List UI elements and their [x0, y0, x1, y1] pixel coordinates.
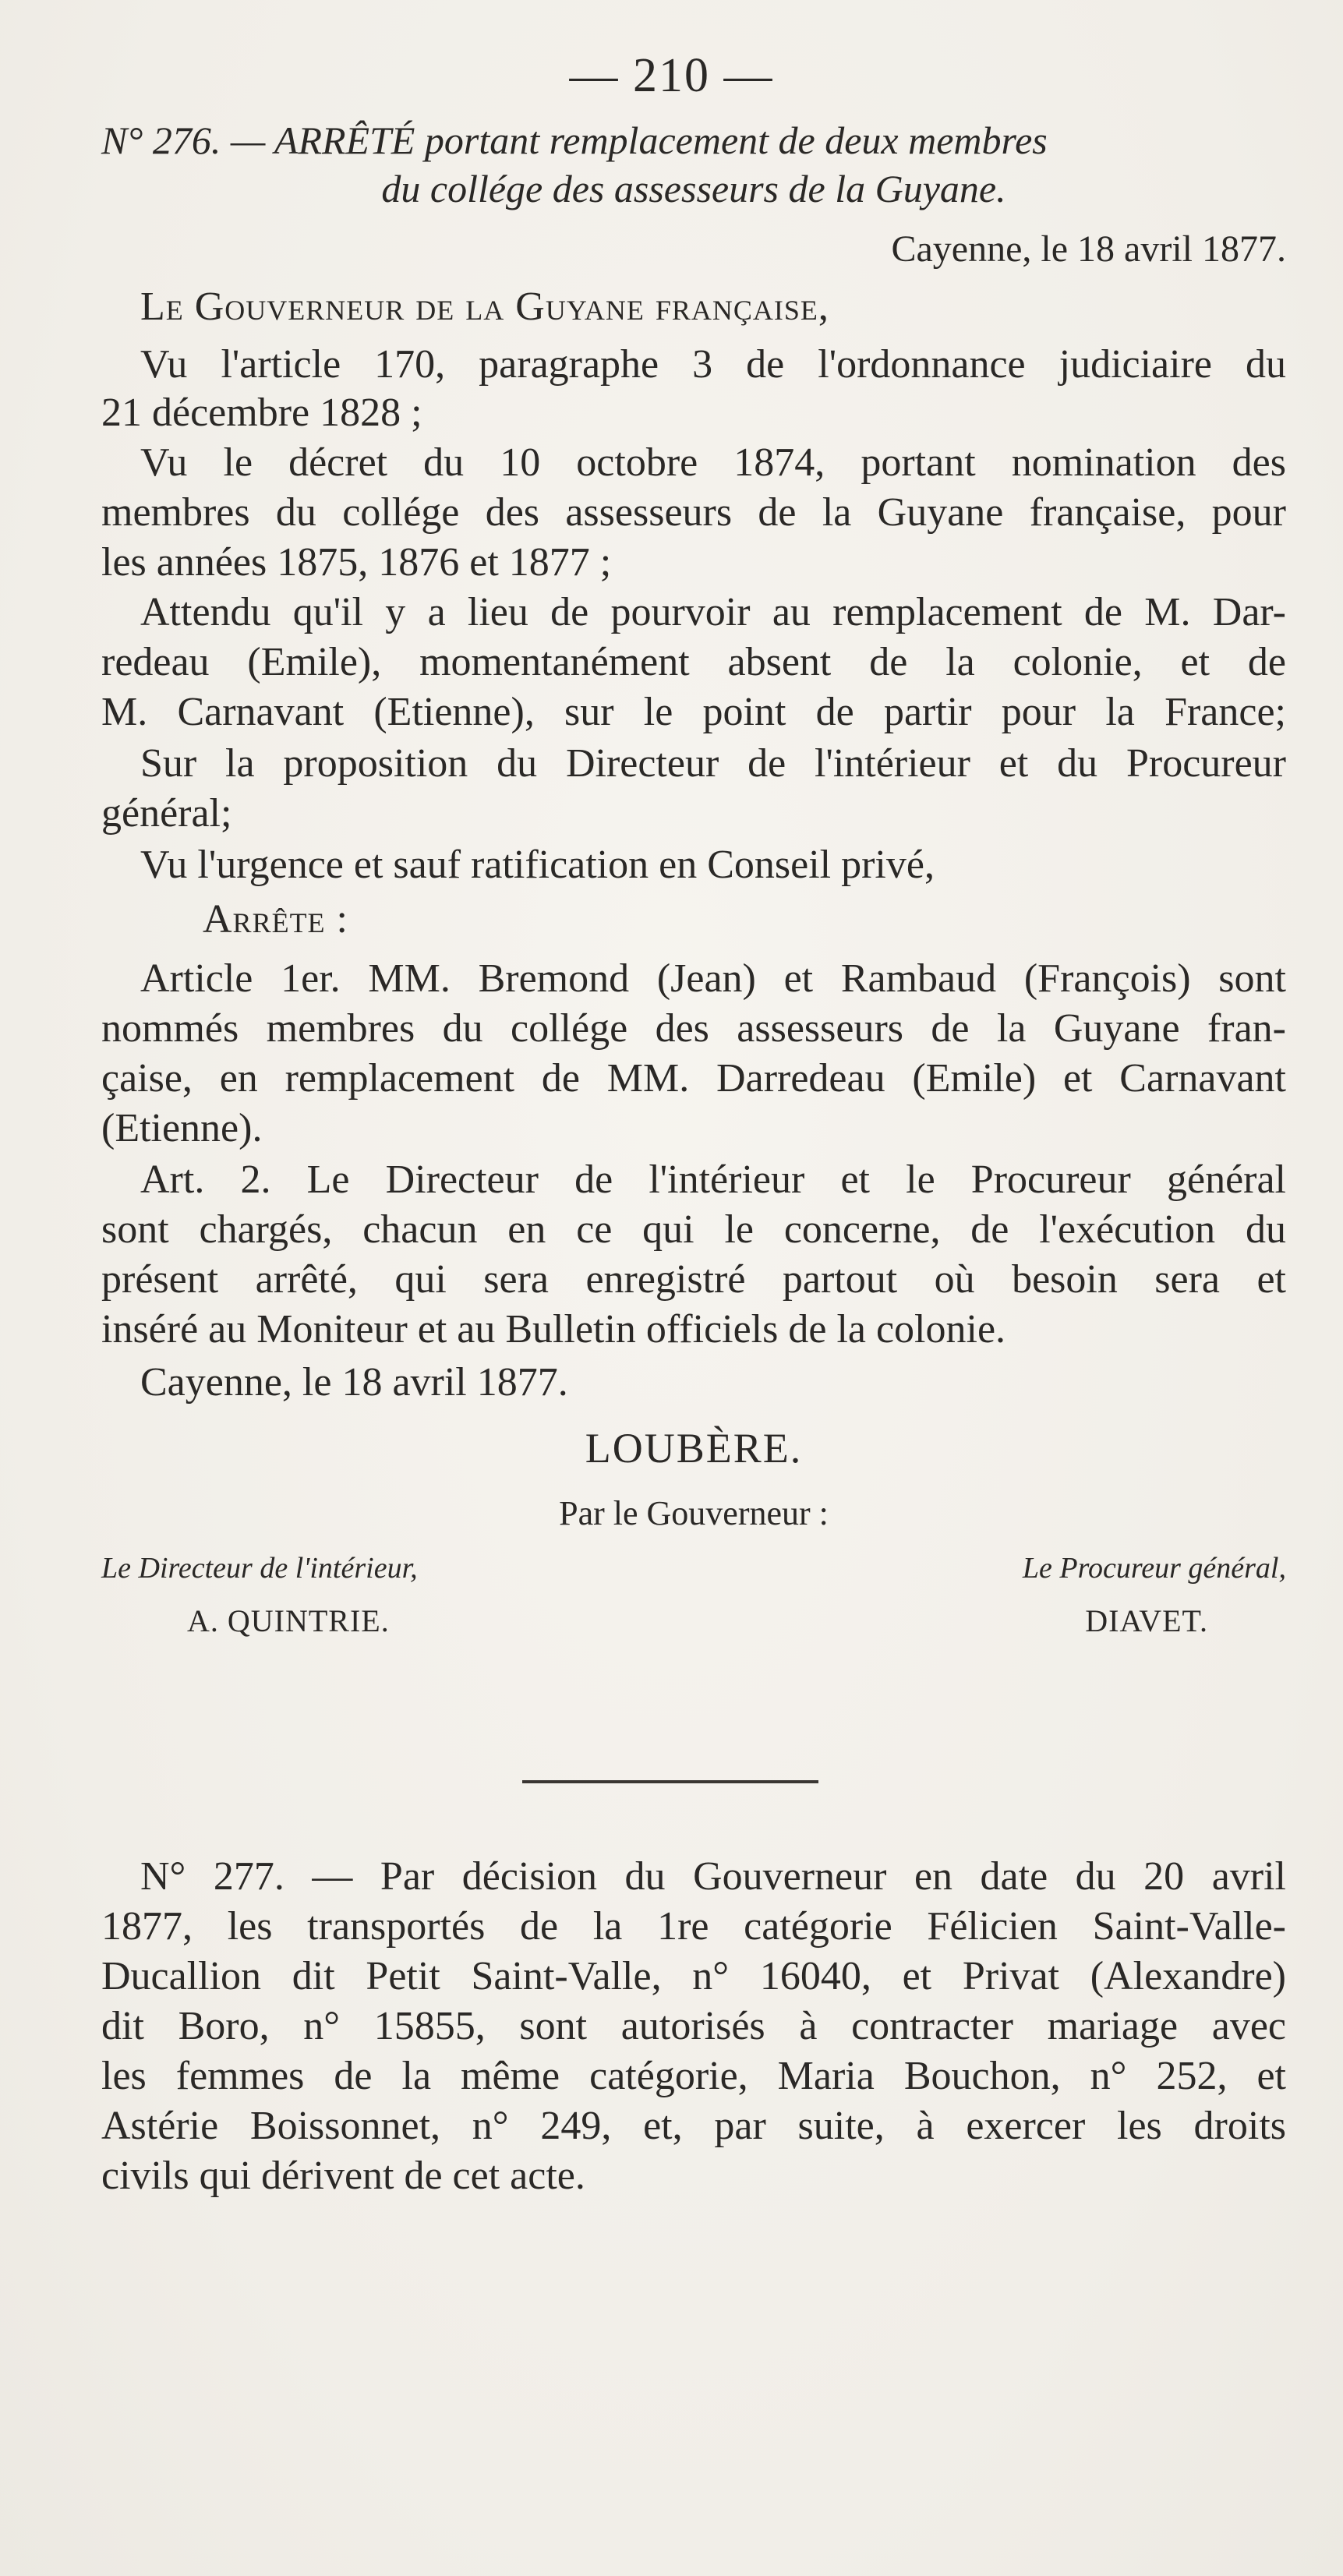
decree-line-2: 21 décembre 1828 ; — [101, 390, 422, 435]
decision-line-6: Astérie Boissonnet, n° 249, et, par suite, à exercer les droits — [101, 2104, 1286, 2148]
decision-line-4: dit Boro, n° 15855, sont autorisés à contracter mariage avec — [101, 2004, 1286, 2048]
decree-line-5: les années 1875, 1876 et 1877 ; — [101, 540, 612, 585]
decree-title-line-2: du collége des assesseurs de la Guyane. — [381, 167, 1006, 210]
decree-line-11: Vu l'urgence et sauf ratification en Conseil privé, — [140, 843, 935, 887]
decree-line-7: redeau (Emile), momentanément absent de la colonie, et de — [101, 640, 1286, 684]
closing-date: Cayenne, le 18 avril 1877. — [140, 1360, 568, 1405]
decree-line-3: Vu le décret du 10 octobre 1874, portant nomination des — [140, 440, 1286, 485]
article-line-6: sont chargés, chacun en ce qui le concerne, de l'exécution du — [101, 1207, 1286, 1252]
right-signatory-title: Le Procureur général, — [1022, 1552, 1286, 1585]
article-line-3: çaise, en remplacement de MM. Darredeau (Emile) et Carnavant — [101, 1056, 1286, 1101]
arrete-label: Arrête : — [203, 897, 348, 942]
page-number: — 210 — — [569, 49, 774, 102]
article-line-8: inséré au Moniteur et au Bulletin officiels de la colonie. — [101, 1307, 1006, 1352]
by-governor: Par le Gouverneur : — [559, 1494, 829, 1532]
decision-line-3: Ducallion dit Petit Saint-Valle, n° 16040, et Privat (Alexandre) — [101, 1954, 1286, 1998]
decree-place-date: Cayenne, le 18 avril 1877. — [891, 228, 1286, 270]
article-line-2: nommés membres du collége des assesseurs de la Guyane fran- — [101, 1006, 1286, 1051]
decision-line-7: civils qui dérivent de cet acte. — [101, 2154, 585, 2198]
article-line-4: (Etienne). — [101, 1106, 263, 1150]
article-line-1: Article 1er. MM. Bremond (Jean) et Rambaud (François) sont — [140, 956, 1286, 1001]
left-signatory-title: Le Directeur de l'intérieur, — [101, 1552, 418, 1585]
decree-line-6: Attendu qu'il y a lieu de pourvoir au remplacement de M. Dar- — [140, 590, 1286, 634]
article-line-7: présent arrêté, qui sera enregistré partout où besoin sera et — [101, 1257, 1286, 1302]
decision-line-1: N° 277. — Par décision du Gouverneur en date du 20 avril — [140, 1854, 1286, 1899]
decision-line-2: 1877, les transportés de la 1re catégorie Félicien Saint-Valle- — [101, 1904, 1286, 1949]
decree-line-9: Sur la proposition du Directeur de l'intérieur et du Procureur — [140, 741, 1286, 786]
decree-title-line-1: N° 276. — ARRÊTÉ portant remplacement de deux membres — [101, 118, 1048, 162]
decree-line-1: Vu l'article 170, paragraphe 3 de l'ordonnance judiciaire du — [140, 342, 1286, 387]
signatory-name: LOUBÈRE. — [585, 1425, 803, 1472]
right-signatory-name: DIAVET. — [1085, 1603, 1208, 1638]
left-signatory-name: A. QUINTRIE. — [187, 1603, 390, 1638]
decision-line-5: les femmes de la même catégorie, Maria Bouchon, n° 252, et — [101, 2054, 1286, 2098]
article-line-5: Art. 2. Le Directeur de l'intérieur et le Procureur général — [140, 1157, 1286, 1202]
decree-line-4: membres du collége des assesseurs de la Guyane française, pour — [101, 490, 1286, 535]
decree-issuer: Le Gouverneur de la Guyane française, — [140, 284, 829, 329]
section-divider — [522, 1780, 818, 1783]
decree-line-10: général; — [101, 791, 232, 836]
decree-line-8: M. Carnavant (Etienne), sur le point de partir pour la France; — [101, 690, 1286, 734]
